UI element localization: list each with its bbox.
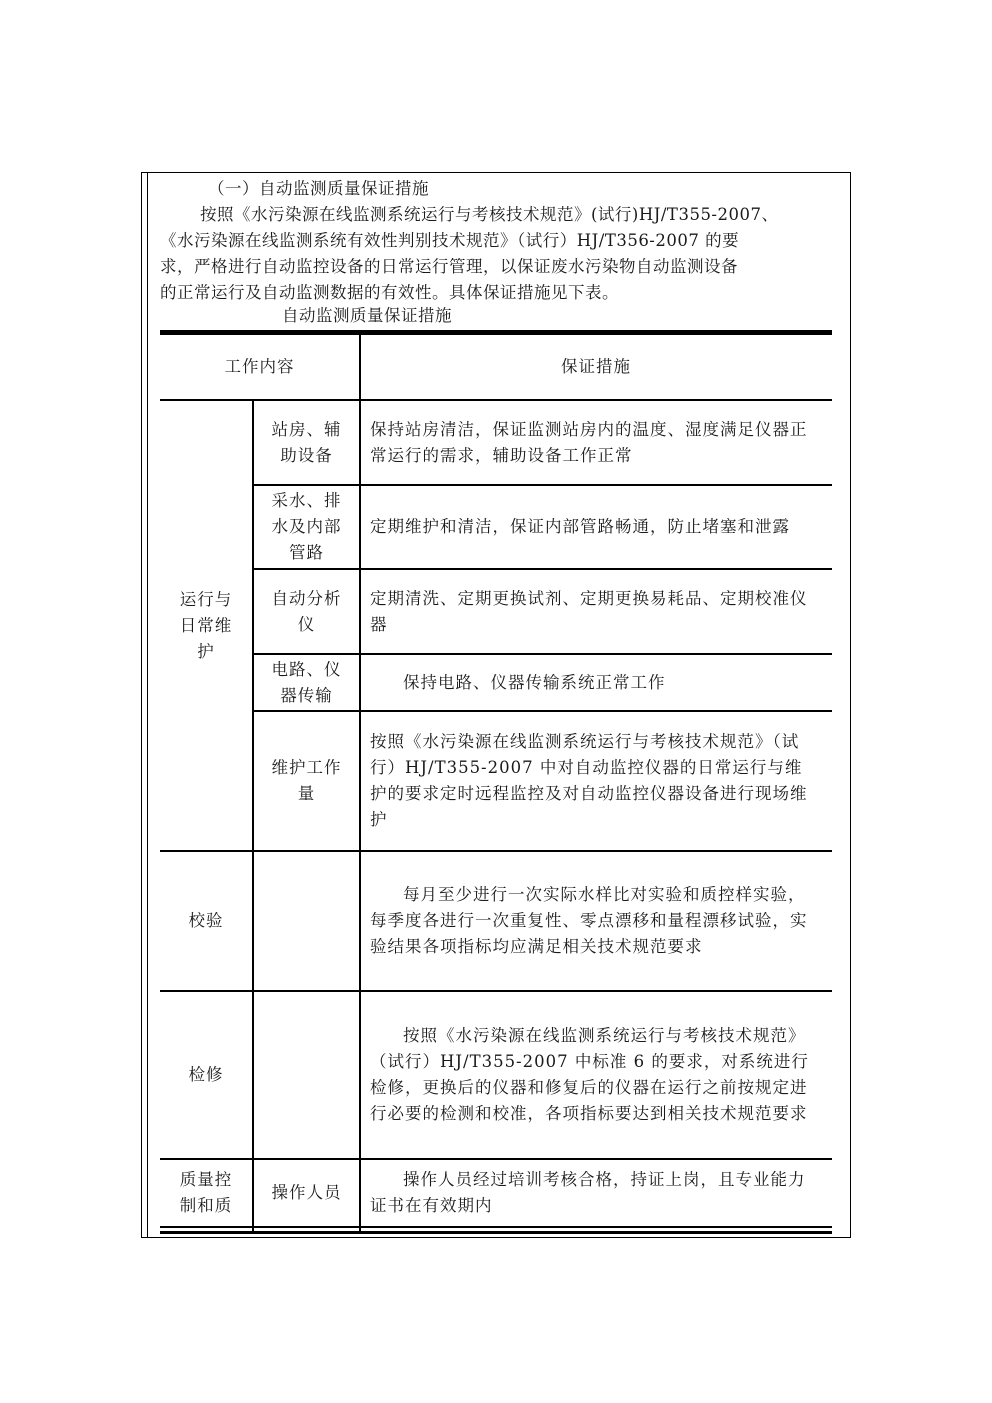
measure-water-piping: [361, 486, 832, 568]
group-operation-maintenance: 运行与日常维护: [179, 589, 233, 661]
table-caption: 自动监测质量保证措施: [282, 306, 452, 325]
measure-maintenance-workload-text: 按照《水污染源在线监测系统运行与考核技术规范》（试行）HJ/T355-2007 中对自动监控仪器的日常运行与维护的要求定时远程监控及对自动监控仪器设备进行现场维护: [370, 732, 808, 829]
item-station-room: 站房、辅助设备: [271, 419, 342, 465]
table-bottom-thin-rule: [160, 1226, 832, 1228]
header-measures: 保证措施: [561, 357, 631, 376]
item-water-piping: 采水、排水及内部管路: [271, 491, 342, 562]
measure-repair-text: 按照《水污染源在线监测系统运行与考核技术规范》（试行）HJ/T355-2007 中标准 6 的要求，对系统进行检修，更换后的仪器和修复后的仪器在运行之前按规定进行必要的检测和校准，各项指标要达到相关技术规范要求: [370, 1026, 809, 1123]
measure-analyzer: [361, 570, 832, 653]
quality-assurance-table: [160, 330, 832, 1234]
group-calibration: 校验: [188, 911, 224, 930]
item-analyzer: 自动分析仪: [271, 588, 342, 634]
measure-repair: [361, 992, 832, 1158]
measure-analyzer-text: 定期清洗、定期更换试剂、定期更换易耗品、定期校准仪器: [370, 588, 808, 634]
item-maintenance-workload: 维护工作量: [271, 758, 342, 803]
measure-operators-text: 操作人员经过培训考核合格，持证上岗，且专业能力证书在有效期内: [370, 1170, 806, 1215]
table-bottom-rule: [160, 1231, 832, 1234]
intro-line-4: 的正常运行及自动监测数据的有效性。具体保证措施见下表。: [160, 283, 619, 302]
group-repair: 检修: [188, 1065, 224, 1084]
item-circuit-transmission: 电路、仪器传输: [271, 659, 342, 705]
section-heading: （一）自动监测质量保证措施: [208, 179, 429, 198]
item-operators: 操作人员: [271, 1183, 342, 1202]
measure-circuit-transmission: [361, 655, 832, 710]
measure-circuit-transmission-text: 保持电路、仪器传输系统正常工作: [403, 672, 666, 692]
group-quality-control: 质量控制和质: [179, 1170, 233, 1215]
measure-calibration: [361, 852, 832, 990]
measure-operators: [361, 1160, 832, 1226]
measure-station-room: [361, 401, 832, 484]
intro-line-1: 按照《水污染源在线监测系统运行与考核技术规范》(试行)HJ/T355-2007、: [200, 205, 779, 224]
measure-water-piping-text: 定期维护和清洁，保证内部管路畅通，防止堵塞和泄露: [370, 517, 790, 536]
measure-calibration-text: 每月至少进行一次实际水样比对实验和质控样实验，每季度各进行一次重复性、零点漂移和量程漂移试验，实验结果各项指标均应满足相关技术规范要求: [370, 885, 808, 956]
intro-line-2: 《水污染源在线监测系统有效性判别技术规范》（试行）HJ/T356-2007 的要: [160, 231, 740, 250]
measure-maintenance-workload: [361, 712, 832, 850]
intro-line-3: 求，严格进行自动监控设备的日常运行管理，以保证废水污染物自动监测设备: [160, 257, 738, 276]
frame-inner-rule: [147, 173, 148, 1237]
measure-station-room-text: 保持站房清洁，保证监测站房内的温度、湿度满足仪器正常运行的需求，辅助设备工作正常: [370, 419, 808, 465]
header-work-content: 工作内容: [224, 357, 295, 376]
